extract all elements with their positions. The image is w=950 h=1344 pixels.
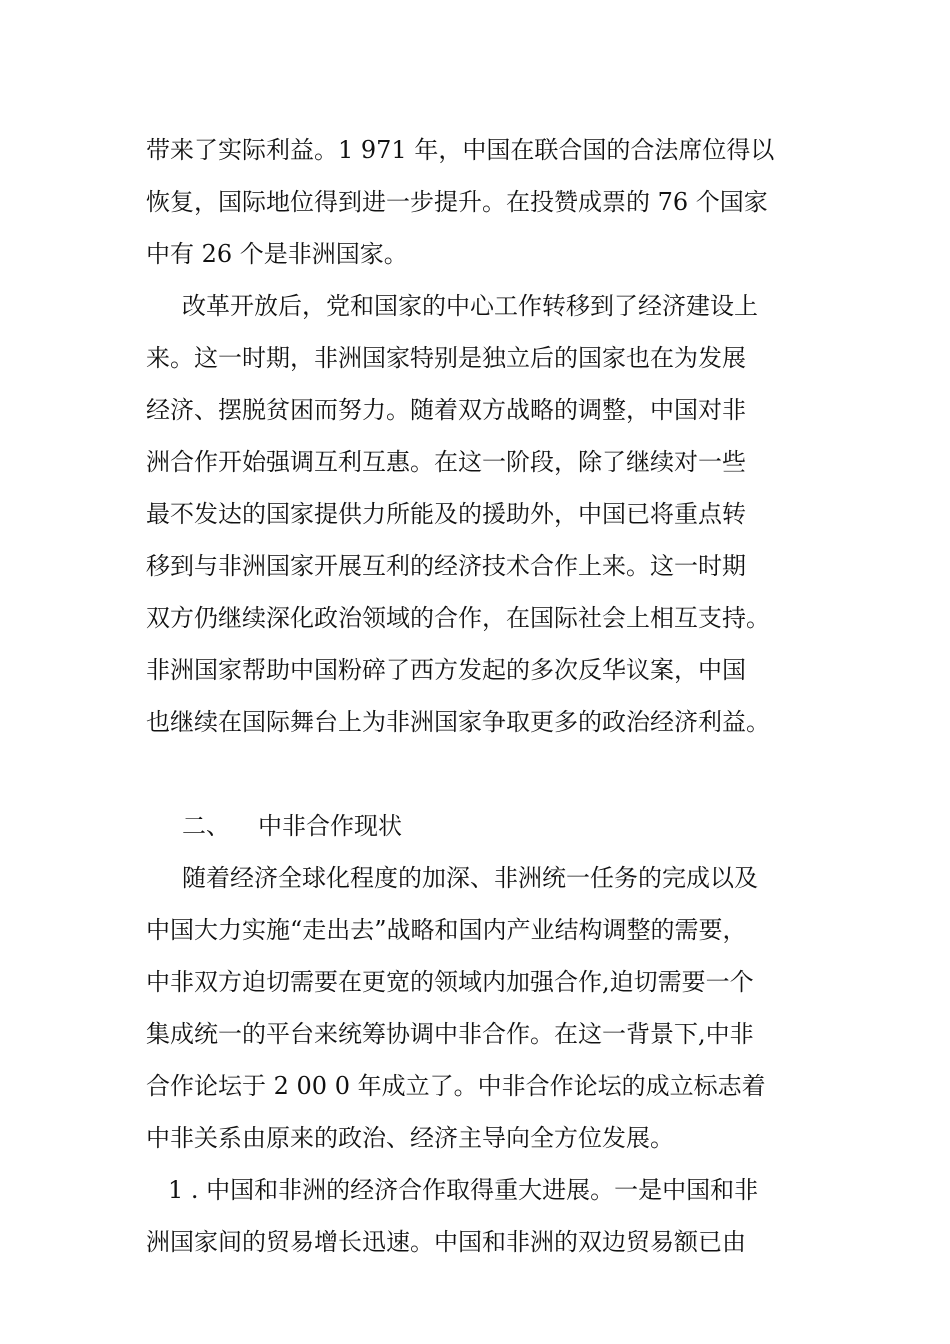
document-body [146,124,806,1268]
text-line: 随着经济全球化程度的加深、非洲统一任务的完成以及 [182,864,758,892]
paragraph-gap [146,748,806,800]
text-line: 经济、摆脱贫困而努力。随着双方战略的调整，中国对非 [146,396,746,424]
text-line: 中有 26 个是非洲国家。 [146,240,408,268]
text-line: 合作论坛于 2 00 0 年成立了。中非合作论坛的成立标志着 [146,1072,766,1100]
text-line: 来。这一时期，非洲国家特别是独立后的国家也在为发展 [146,344,746,372]
section-heading [146,800,806,852]
paragraph-forum-background [146,852,806,1164]
section-heading-number: 二、 [182,812,230,840]
text-line: 1 . 中国和非洲的经济合作取得重大进展。一是中国和非 [168,1176,759,1204]
text-line: 最不发达的国家提供力所能及的援助外，中国已将重点转 [146,500,746,528]
text-line: 洲国家间的贸易增长迅速。中国和非洲的双边贸易额已由 [146,1228,746,1256]
paragraph-historical-benefits [146,124,806,280]
paragraph-reform-era [146,280,806,748]
text-line: 集成统一的平台来统筹协调中非合作。在这一背景下,中非 [146,1020,754,1048]
text-line: 带来了实际利益。1 971 年，中国在联合国的合法席位得以 [146,136,775,164]
text-line: 移到与非洲国家开展互利的经济技术合作上来。这一时期 [146,552,746,580]
text-line: 双方仍继续深化政治领域的合作，在国际社会上相互支持。 [146,604,770,632]
text-line: 非洲国家帮助中国粉碎了西方发起的多次反华议案，中国 [146,656,746,684]
text-line: 中国大力实施“走出去”战略和国内产业结构调整的需要， [146,916,747,944]
text-line: 也继续在国际舞台上为非洲国家争取更多的政治经济利益。 [146,708,770,736]
text-line: 洲合作开始强调互利互惠。在这一阶段，除了继续对一些 [146,448,746,476]
text-line: 改革开放后，党和国家的中心工作转移到了经济建设上 [182,292,758,320]
text-line: 中非双方迫切需要在更宽的领域内加强合作,迫切需要一个 [146,968,754,996]
text-line: 中非关系由原来的政治、经济主导向全方位发展。 [146,1124,674,1152]
numbered-item-economic-cooperation [146,1164,806,1268]
text-line: 恢复，国际地位得到进一步提升。在投赞成票的 76 个国家 [146,188,768,216]
section-heading-title: 中非合作现状 [258,812,402,840]
